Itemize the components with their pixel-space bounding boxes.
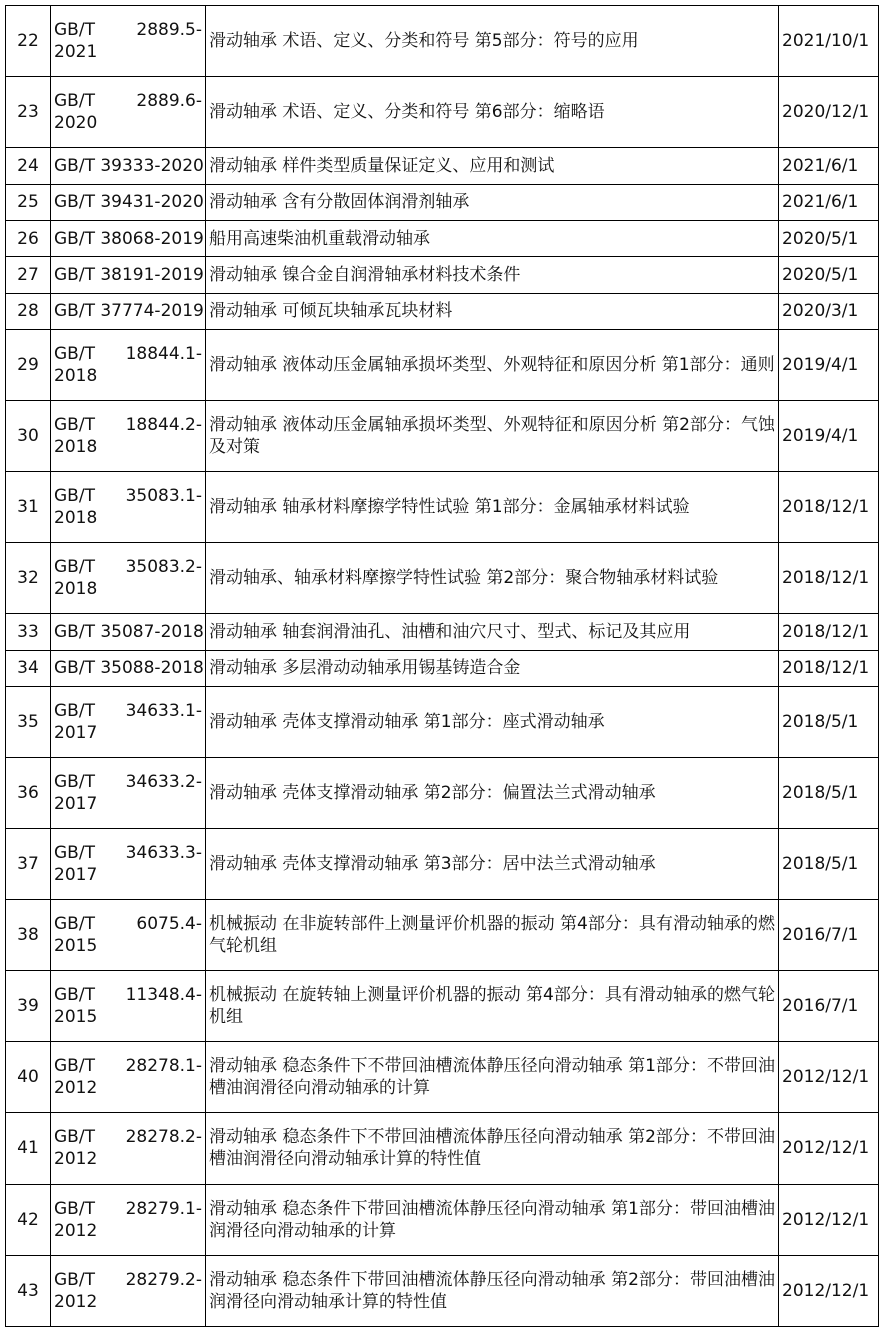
table-row xyxy=(6,1113,879,1184)
standard-code-year: 2012 xyxy=(54,1078,98,1099)
standard-code-number: 35083.1- xyxy=(125,486,202,507)
implementation-date: 2016/7/1 xyxy=(779,971,879,1042)
standard-code xyxy=(51,1113,206,1184)
standard-code-number: 34633.2- xyxy=(125,772,202,792)
row-number: 27 xyxy=(6,257,51,293)
table-row xyxy=(6,148,879,184)
implementation-date: 2020/12/1 xyxy=(779,77,879,148)
row-number: 37 xyxy=(6,829,51,900)
standard-code-prefix: GB/T xyxy=(54,20,95,41)
standard-title: 滑动轴承 含有分散固体润滑剂轴承 xyxy=(206,184,779,220)
row-number: 34 xyxy=(6,650,51,686)
row-number: 26 xyxy=(6,220,51,256)
row-number: 30 xyxy=(6,400,51,471)
standard-code xyxy=(51,757,206,828)
table-row xyxy=(6,293,879,329)
standard-code xyxy=(51,329,206,400)
table-row xyxy=(6,1184,879,1255)
standard-title: 滑动轴承 可倾瓦块轴承瓦块材料 xyxy=(206,293,779,329)
standard-code-number: 28279.2- xyxy=(125,1269,202,1290)
standard-code-prefix: GB/T xyxy=(54,1056,95,1077)
standard-title: 滑动轴承 多层滑动动轴承用锡基铸造合金 xyxy=(206,650,779,686)
standard-title: 滑动轴承 样件类型质量保证定义、应用和测试 xyxy=(206,148,779,184)
table-row xyxy=(6,543,879,614)
standard-title: 滑动轴承 稳态条件下带回油槽流体静压径向滑动轴承 第1部分：带回油槽油润滑径向滑动轴承的计算 xyxy=(206,1184,779,1255)
table-row xyxy=(6,757,879,828)
row-number: 24 xyxy=(6,148,51,184)
implementation-date: 2018/12/1 xyxy=(779,543,879,614)
implementation-date: 2019/4/1 xyxy=(779,329,879,400)
implementation-date: 2012/12/1 xyxy=(779,1255,879,1326)
table-row xyxy=(6,400,879,471)
standard-code xyxy=(51,829,206,900)
standard-code xyxy=(51,971,206,1042)
table-row xyxy=(6,650,879,686)
standard-code-prefix: GB/T xyxy=(54,985,95,1006)
standard-code-number: 34633.1- xyxy=(125,700,202,721)
standard-code-prefix: GB/T xyxy=(54,557,95,578)
standards-table xyxy=(5,5,879,1327)
table-row xyxy=(6,257,879,293)
standard-title: 滑动轴承 壳体支撑滑动轴承 第1部分：座式滑动轴承 xyxy=(206,686,779,757)
row-number: 22 xyxy=(6,6,51,77)
standard-code xyxy=(51,1255,206,1326)
standard-code-year: 2015 xyxy=(54,936,98,957)
table-row xyxy=(6,614,879,650)
standards-table-body xyxy=(6,6,879,1327)
table-row xyxy=(6,472,879,543)
standard-code: GB/T 38191-2019 xyxy=(51,257,206,293)
table-row xyxy=(6,686,879,757)
standard-code xyxy=(51,472,206,543)
standard-code-number: 2889.5- xyxy=(136,20,202,41)
standard-title: 滑动轴承 轴承材料摩擦学特性试验 第1部分：金属轴承材料试验 xyxy=(206,472,779,543)
standard-code: GB/T 39431-2020 xyxy=(51,184,206,220)
row-number: 41 xyxy=(6,1113,51,1184)
table-row xyxy=(6,329,879,400)
row-number: 39 xyxy=(6,971,51,1042)
standard-title: 滑动轴承 术语、定义、分类和符号 第6部分：缩略语 xyxy=(206,77,779,148)
standard-code-year: 2012 xyxy=(54,1291,98,1312)
standard-code-number: 35083.2- xyxy=(125,557,202,578)
implementation-date: 2016/7/1 xyxy=(779,900,879,971)
standard-title: 滑动轴承 稳态条件下带回油槽流体静压径向滑动轴承 第2部分：带回油槽油润滑径向滑动轴承计算的特性值 xyxy=(206,1255,779,1326)
standard-title: 船用高速柴油机重载滑动轴承 xyxy=(206,220,779,256)
implementation-date: 2018/5/1 xyxy=(779,757,879,828)
standard-code-prefix: GB/T xyxy=(54,843,95,864)
standard-code-year: 2021 xyxy=(54,42,98,63)
standard-code-prefix: GB/T xyxy=(54,700,95,721)
standard-code-number: 2889.6- xyxy=(136,91,202,112)
implementation-date: 2018/12/1 xyxy=(779,650,879,686)
standard-code-number: 34633.3- xyxy=(125,843,202,864)
row-number: 28 xyxy=(6,293,51,329)
standard-code xyxy=(51,1042,206,1113)
standard-code xyxy=(51,6,206,77)
standard-code-year: 2012 xyxy=(54,1220,98,1241)
implementation-date: 2012/12/1 xyxy=(779,1042,879,1113)
row-number: 25 xyxy=(6,184,51,220)
standard-title: 滑动轴承 壳体支撑滑动轴承 第3部分：居中法兰式滑动轴承 xyxy=(206,829,779,900)
standard-code: GB/T 35087-2018 xyxy=(51,614,206,650)
standard-code-number: 28278.2- xyxy=(125,1127,202,1148)
implementation-date: 2020/5/1 xyxy=(779,220,879,256)
standard-code-year: 2018 xyxy=(54,365,98,386)
standard-title: 滑动轴承 镍合金自润滑轴承材料技术条件 xyxy=(206,257,779,293)
table-row xyxy=(6,6,879,77)
standard-code-year: 2018 xyxy=(54,436,98,457)
row-number: 43 xyxy=(6,1255,51,1326)
implementation-date: 2018/5/1 xyxy=(779,829,879,900)
standard-code-year: 2017 xyxy=(54,794,98,814)
implementation-date: 2020/5/1 xyxy=(779,257,879,293)
row-number: 29 xyxy=(6,329,51,400)
standard-code: GB/T 38068-2019 xyxy=(51,220,206,256)
row-number: 32 xyxy=(6,543,51,614)
standard-code-number: 6075.4- xyxy=(136,914,202,935)
standard-title: 滑动轴承 稳态条件下不带回油槽流体静压径向滑动轴承 第2部分：不带回油槽油润滑径向滑动轴承计算的特性值 xyxy=(206,1113,779,1184)
table-row xyxy=(6,1255,879,1326)
standard-code: GB/T 35088-2018 xyxy=(51,650,206,686)
standard-title: 机械振动 在非旋转部件上测量评价机器的振动 第4部分：具有滑动轴承的燃气轮机组 xyxy=(206,900,779,971)
implementation-date: 2021/6/1 xyxy=(779,184,879,220)
table-row xyxy=(6,220,879,256)
implementation-date: 2019/4/1 xyxy=(779,400,879,471)
standard-code: GB/T 37774-2019 xyxy=(51,293,206,329)
standard-code xyxy=(51,686,206,757)
implementation-date: 2018/12/1 xyxy=(779,614,879,650)
standard-code: GB/T 39333-2020 xyxy=(51,148,206,184)
row-number: 23 xyxy=(6,77,51,148)
standard-code xyxy=(51,900,206,971)
standard-code-year: 2017 xyxy=(54,865,98,886)
standard-code-number: 28278.1- xyxy=(125,1056,202,1077)
standard-code-prefix: GB/T xyxy=(54,343,95,364)
standard-code-number: 28279.1- xyxy=(125,1198,202,1219)
standard-title: 滑动轴承 稳态条件下不带回油槽流体静压径向滑动轴承 第1部分：不带回油槽油润滑径向滑动轴承的计算 xyxy=(206,1042,779,1113)
standard-code-prefix: GB/T xyxy=(54,772,95,792)
standard-code-year: 2020 xyxy=(54,113,98,134)
standard-code-number: 11348.4- xyxy=(125,985,202,1006)
standard-code-number: 18844.1- xyxy=(125,343,202,364)
standard-code xyxy=(51,400,206,471)
table-row xyxy=(6,77,879,148)
table-row xyxy=(6,971,879,1042)
row-number: 33 xyxy=(6,614,51,650)
implementation-date: 2018/12/1 xyxy=(779,472,879,543)
table-row xyxy=(6,900,879,971)
standard-title: 滑动轴承 轴套润滑油孔、油槽和油穴尺寸、型式、标记及其应用 xyxy=(206,614,779,650)
row-number: 38 xyxy=(6,900,51,971)
implementation-date: 2012/12/1 xyxy=(779,1184,879,1255)
standard-code-year: 2017 xyxy=(54,722,98,743)
standard-code-year: 2018 xyxy=(54,508,98,529)
standard-code xyxy=(51,77,206,148)
standard-code-prefix: GB/T xyxy=(54,486,95,507)
standard-code xyxy=(51,1184,206,1255)
standard-code-prefix: GB/T xyxy=(54,1269,95,1290)
table-row xyxy=(6,184,879,220)
row-number: 42 xyxy=(6,1184,51,1255)
standard-code-year: 2015 xyxy=(54,1007,98,1028)
standard-code-prefix: GB/T xyxy=(54,91,95,112)
standard-code-prefix: GB/T xyxy=(54,414,95,435)
standard-title: 滑动轴承 液体动压金属轴承损坏类型、外观特征和原因分析 第1部分：通则 xyxy=(206,329,779,400)
row-number: 40 xyxy=(6,1042,51,1113)
implementation-date: 2021/6/1 xyxy=(779,148,879,184)
implementation-date: 2012/12/1 xyxy=(779,1113,879,1184)
standard-code-year: 2012 xyxy=(54,1149,98,1170)
table-row xyxy=(6,829,879,900)
standard-title: 滑动轴承、轴承材料摩擦学特性试验 第2部分：聚合物轴承材料试验 xyxy=(206,543,779,614)
row-number: 36 xyxy=(6,757,51,828)
standard-code-number: 18844.2- xyxy=(125,414,202,435)
implementation-date: 2018/5/1 xyxy=(779,686,879,757)
implementation-date: 2021/10/1 xyxy=(779,6,879,77)
standard-title: 滑动轴承 术语、定义、分类和符号 第5部分：符号的应用 xyxy=(206,6,779,77)
table-row xyxy=(6,1042,879,1113)
standard-title: 滑动轴承 壳体支撑滑动轴承 第2部分：偏置法兰式滑动轴承 xyxy=(206,757,779,828)
implementation-date: 2020/3/1 xyxy=(779,293,879,329)
standard-code-year: 2018 xyxy=(54,579,98,600)
row-number: 31 xyxy=(6,472,51,543)
standard-code-prefix: GB/T xyxy=(54,1198,95,1219)
row-number: 35 xyxy=(6,686,51,757)
standard-title: 机械振动 在旋转轴上测量评价机器的振动 第4部分：具有滑动轴承的燃气轮机组 xyxy=(206,971,779,1042)
standard-code xyxy=(51,543,206,614)
standard-title: 滑动轴承 液体动压金属轴承损坏类型、外观特征和原因分析 第2部分：气蚀及对策 xyxy=(206,400,779,471)
standard-code-prefix: GB/T xyxy=(54,1127,95,1148)
standard-code-prefix: GB/T xyxy=(54,914,95,935)
